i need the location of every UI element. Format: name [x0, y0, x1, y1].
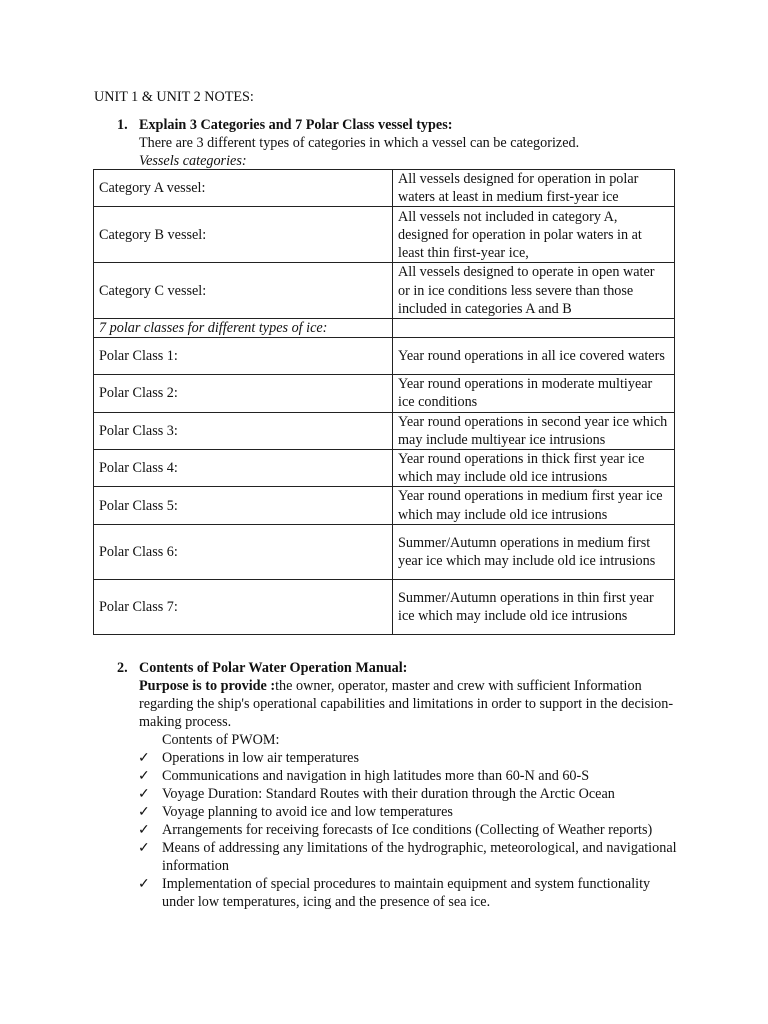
table-cell-label: Polar Class 7: — [94, 579, 393, 634]
table-row — [94, 375, 675, 412]
table-cell-description: Year round operations in all ice covered waters — [393, 338, 675, 375]
question-1-intro: There are 3 different types of categories in which a vessel can be categorized. — [139, 135, 580, 151]
checkmark-icon: ✓ — [138, 786, 150, 802]
purpose-label: Purpose is to provide : — [139, 678, 276, 694]
list-item-text: Operations in low air temperatures — [162, 750, 359, 766]
table-cell-description: Year round operations in medium first year ice which may include old ice intrusions — [393, 487, 675, 524]
table-cell-description: All vessels not included in category A, designed for operation in polar waters in at least thin first-year ice, — [393, 207, 675, 263]
page-heading: UNIT 1 & UNIT 2 NOTES: — [94, 89, 254, 105]
table-cell-label: Polar Class 6: — [94, 524, 393, 579]
question-2-title: Contents of Polar Water Operation Manual: — [139, 660, 408, 676]
table-row — [94, 263, 675, 319]
checkmark-icon: ✓ — [138, 768, 150, 784]
purpose-paragraph — [139, 677, 677, 731]
vessel-class-table — [93, 169, 675, 635]
question-1 — [117, 116, 677, 170]
table-cell-label: Polar Class 1: — [94, 338, 393, 375]
table-row — [94, 170, 675, 207]
table-row — [94, 412, 675, 449]
list-item-text: Means of addressing any limitations of the hydrographic, meteorological, and navigational information — [162, 840, 677, 874]
table-cell-label: Polar Class 2: — [94, 375, 393, 412]
table-row — [94, 338, 675, 375]
question-2-number: 2. — [117, 660, 128, 676]
list-item — [139, 785, 677, 803]
list-item — [139, 875, 677, 911]
question-1-title: Explain 3 Categories and 7 Polar Class vessel types: — [139, 117, 453, 133]
table-cell-description: Year round operations in thick first year ice which may include old ice intrusions — [393, 450, 675, 487]
list-item — [139, 839, 677, 875]
table-cell-description: All vessels designed for operation in polar waters at least in medium first-year ice — [393, 170, 675, 207]
checkmark-icon: ✓ — [138, 840, 150, 856]
list-item-text: Voyage planning to avoid ice and low temperatures — [162, 804, 453, 820]
table-row — [94, 579, 675, 634]
table-row — [94, 524, 675, 579]
list-item-text: Voyage Duration: Standard Routes with their duration through the Arctic Ocean — [162, 786, 615, 802]
table-row — [94, 319, 675, 338]
table-cell-label: Polar Class 5: — [94, 487, 393, 524]
table-cell-label: Category B vessel: — [94, 207, 393, 263]
table-cell-description: Summer/Autumn operations in thin first year ice which may include old ice intrusions — [393, 579, 675, 634]
pwom-contents-list — [139, 749, 677, 911]
list-item — [139, 767, 677, 785]
question-1-number: 1. — [117, 117, 128, 133]
table-row — [94, 450, 675, 487]
table-cell-description: Year round operations in second year ice which may include multiyear ice intrusions — [393, 412, 675, 449]
contents-label: Contents of PWOM: — [162, 732, 280, 748]
table-cell-label: 7 polar classes for different types of ice: — [94, 319, 393, 338]
list-item-text: Arrangements for receiving forecasts of Ice conditions (Collecting of Weather reports) — [162, 822, 653, 838]
table-cell-label: Category A vessel: — [94, 170, 393, 207]
list-item-text: Implementation of special procedures to maintain equipment and system functionality under low temperatures, icing and the presence of sea ice. — [162, 876, 651, 910]
table-cell-description: Year round operations in moderate multiyear ice conditions — [393, 375, 675, 412]
purpose-text: the owner, operator, master and crew with sufficient Information regarding the ship's operational capabilities and limitations in order to support in the decision-making process. — [139, 678, 674, 730]
checkmark-icon: ✓ — [138, 876, 150, 892]
vessel-categories-subhead: Vessels categories: — [139, 153, 247, 169]
list-item — [139, 749, 677, 767]
table-cell-description: All vessels designed to operate in open water or in ice conditions less severe than those included in categories A and B — [393, 263, 675, 319]
table-cell-label: Polar Class 4: — [94, 450, 393, 487]
checkmark-icon: ✓ — [138, 822, 150, 838]
table-cell-label: Category C vessel: — [94, 263, 393, 319]
list-item-text: Communications and navigation in high latitudes more than 60-N and 60-S — [162, 768, 590, 784]
list-item — [139, 821, 677, 839]
table-cell-description — [393, 319, 675, 338]
list-item — [139, 803, 677, 821]
table-row — [94, 487, 675, 524]
table-cell-label: Polar Class 3: — [94, 412, 393, 449]
checkmark-icon: ✓ — [138, 804, 150, 820]
question-2 — [117, 659, 677, 911]
checkmark-icon: ✓ — [138, 750, 150, 766]
table-row — [94, 207, 675, 263]
table-cell-description: Summer/Autumn operations in medium first year ice which may include old ice intrusions — [393, 524, 675, 579]
